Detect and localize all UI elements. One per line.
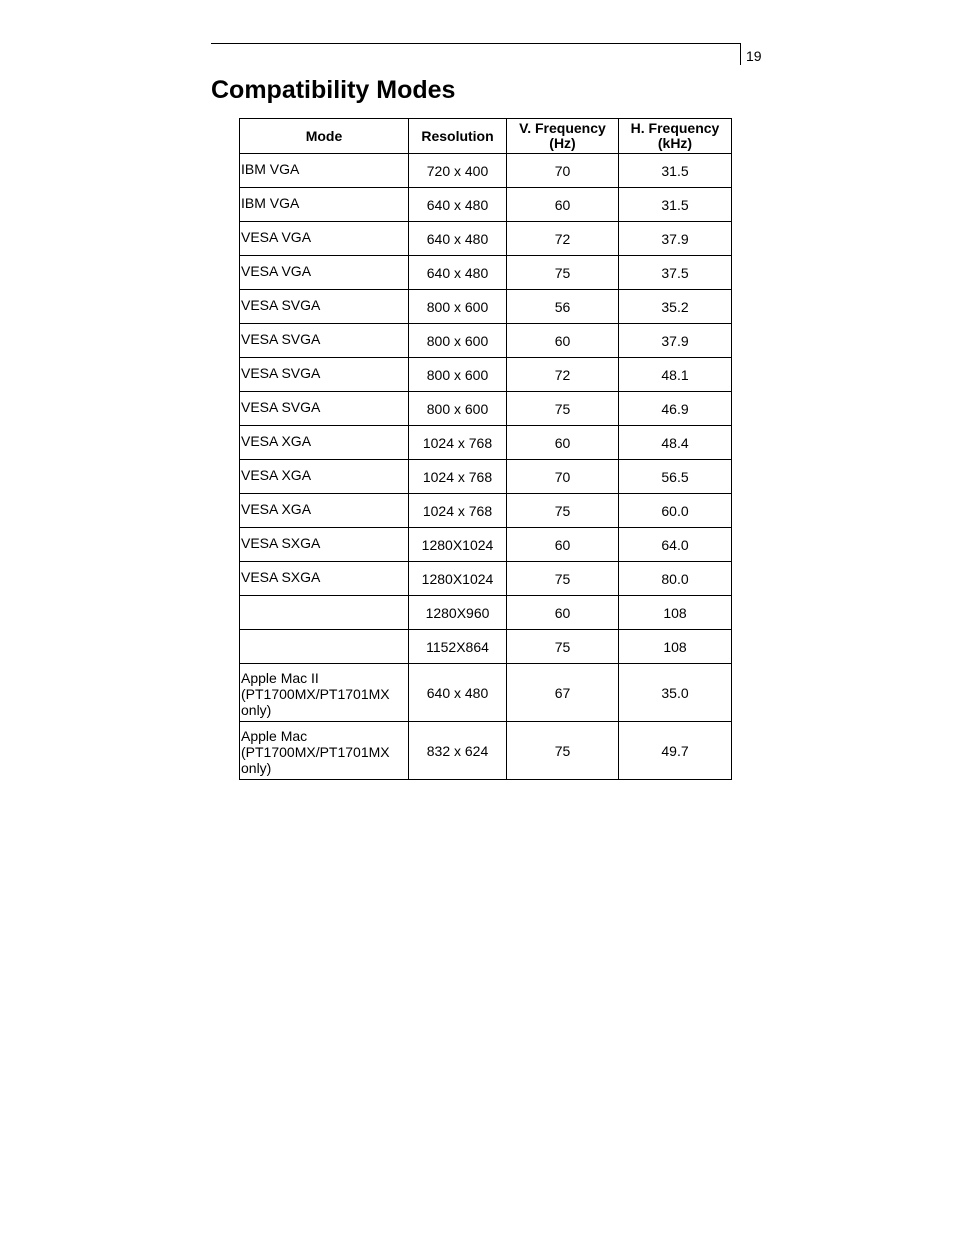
mode-cell: VESA XGA [240, 460, 409, 494]
table-row [240, 494, 732, 528]
h-frequency-cell: 60.0 [619, 494, 732, 528]
table-row [240, 290, 732, 324]
resolution-cell: 800 x 600 [409, 358, 507, 392]
table-row [240, 256, 732, 290]
mode-cell: VESA SVGA [240, 392, 409, 426]
resolution-cell: 640 x 480 [409, 188, 507, 222]
h-frequency-cell: 37.9 [619, 222, 732, 256]
v-frequency-cell: 60 [507, 188, 619, 222]
resolution-cell: 800 x 600 [409, 392, 507, 426]
h-frequency-cell: 46.9 [619, 392, 732, 426]
compatibility-modes-table [239, 118, 732, 780]
resolution-cell: 1280X1024 [409, 528, 507, 562]
page-number: 19 [746, 48, 762, 64]
h-frequency-cell: 108 [619, 596, 732, 630]
resolution-cell: 1024 x 768 [409, 426, 507, 460]
header-v-frequency: V. Frequency (Hz) [507, 119, 619, 154]
h-frequency-cell: 108 [619, 630, 732, 664]
header-h-frequency: H. Frequency (kHz) [619, 119, 732, 154]
v-frequency-cell: 75 [507, 562, 619, 596]
resolution-cell: 1280X1024 [409, 562, 507, 596]
mode-cell: Apple Mac II (PT1700MX/PT1701MX only) [240, 664, 409, 722]
h-frequency-cell: 35.0 [619, 664, 732, 722]
mode-cell: VESA SVGA [240, 290, 409, 324]
mode-cell: VESA VGA [240, 256, 409, 290]
v-frequency-cell: 72 [507, 222, 619, 256]
resolution-cell: 640 x 480 [409, 222, 507, 256]
table-row [240, 154, 732, 188]
mode-cell: Apple Mac (PT1700MX/PT1701MX only) [240, 722, 409, 780]
resolution-cell: 832 x 624 [409, 722, 507, 780]
header-divider [740, 43, 741, 65]
resolution-cell: 720 x 400 [409, 154, 507, 188]
h-frequency-cell: 48.1 [619, 358, 732, 392]
v-frequency-cell: 75 [507, 392, 619, 426]
v-frequency-cell: 60 [507, 426, 619, 460]
mode-cell: VESA SVGA [240, 324, 409, 358]
mode-cell: VESA SVGA [240, 358, 409, 392]
resolution-cell: 1024 x 768 [409, 494, 507, 528]
table-row [240, 562, 732, 596]
mode-cell: IBM VGA [240, 154, 409, 188]
h-frequency-cell: 31.5 [619, 154, 732, 188]
v-frequency-cell: 60 [507, 528, 619, 562]
mode-cell: VESA SXGA [240, 528, 409, 562]
header-rule [211, 43, 741, 44]
table-row [240, 630, 732, 664]
v-frequency-cell: 75 [507, 494, 619, 528]
table-row [240, 596, 732, 630]
table-header-row [240, 119, 732, 154]
resolution-cell: 1280X960 [409, 596, 507, 630]
v-frequency-cell: 72 [507, 358, 619, 392]
v-frequency-cell: 60 [507, 596, 619, 630]
mode-cell [240, 630, 409, 664]
page-title: Compatibility Modes [211, 76, 456, 104]
v-frequency-cell: 75 [507, 256, 619, 290]
table-row [240, 324, 732, 358]
resolution-cell: 800 x 600 [409, 290, 507, 324]
h-frequency-cell: 37.5 [619, 256, 732, 290]
h-frequency-cell: 49.7 [619, 722, 732, 780]
v-frequency-cell: 75 [507, 722, 619, 780]
h-frequency-cell: 80.0 [619, 562, 732, 596]
h-frequency-cell: 56.5 [619, 460, 732, 494]
v-frequency-cell: 67 [507, 664, 619, 722]
mode-cell: IBM VGA [240, 188, 409, 222]
v-frequency-cell: 70 [507, 460, 619, 494]
header-mode: Mode [240, 119, 409, 154]
h-frequency-cell: 64.0 [619, 528, 732, 562]
resolution-cell: 800 x 600 [409, 324, 507, 358]
table-row [240, 392, 732, 426]
header-resolution: Resolution [409, 119, 507, 154]
table-row [240, 358, 732, 392]
v-frequency-cell: 56 [507, 290, 619, 324]
v-frequency-cell: 60 [507, 324, 619, 358]
table-row [240, 722, 732, 780]
mode-cell: VESA SXGA [240, 562, 409, 596]
resolution-cell: 1024 x 768 [409, 460, 507, 494]
table-row [240, 188, 732, 222]
resolution-cell: 1152X864 [409, 630, 507, 664]
h-frequency-cell: 48.4 [619, 426, 732, 460]
table-row [240, 222, 732, 256]
h-frequency-cell: 35.2 [619, 290, 732, 324]
mode-cell: VESA XGA [240, 426, 409, 460]
resolution-cell: 640 x 480 [409, 664, 507, 722]
v-frequency-cell: 70 [507, 154, 619, 188]
h-frequency-cell: 31.5 [619, 188, 732, 222]
h-frequency-cell: 37.9 [619, 324, 732, 358]
table-row [240, 528, 732, 562]
table-row [240, 664, 732, 722]
v-frequency-cell: 75 [507, 630, 619, 664]
mode-cell: VESA VGA [240, 222, 409, 256]
resolution-cell: 640 x 480 [409, 256, 507, 290]
mode-cell [240, 596, 409, 630]
table-row [240, 426, 732, 460]
mode-cell: VESA XGA [240, 494, 409, 528]
table-row [240, 460, 732, 494]
